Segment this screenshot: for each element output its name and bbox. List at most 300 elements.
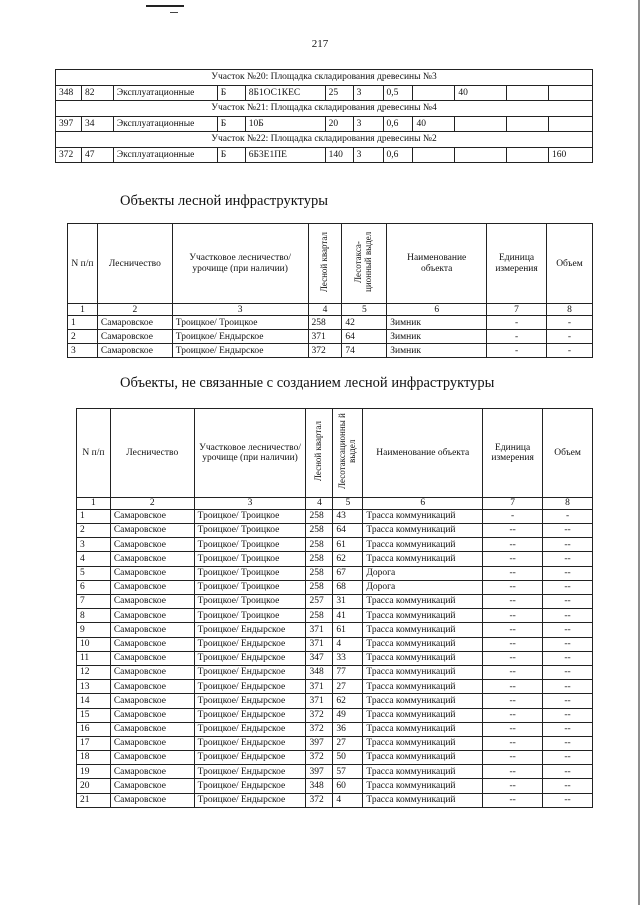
table-cell: 27 [333, 736, 363, 750]
column-index-row [77, 498, 593, 509]
table-cell: 8Б1ОС1КЕС [245, 86, 325, 101]
table-cell: Троицкое/ Ендырское [194, 722, 306, 736]
table-cell: Троицкое/ Троицкое [194, 552, 306, 566]
table-cell: 36 [333, 722, 363, 736]
table-cell: 348 [56, 86, 82, 101]
table-cell: -- [483, 694, 543, 708]
table-cell: 10 [77, 637, 111, 651]
table-cell: 42 [342, 316, 387, 330]
table-cell: Троицкое/ Троицкое [194, 580, 306, 594]
table-row [77, 779, 593, 793]
table-cell: -- [483, 580, 543, 594]
table-cell: -- [483, 552, 543, 566]
table-cell: Трасса коммуникаций [363, 708, 483, 722]
table-row [56, 117, 593, 132]
table-cell: 372 [306, 708, 333, 722]
table-cell: 25 [325, 86, 353, 101]
table-cell: -- [543, 765, 593, 779]
table-cell: -- [483, 651, 543, 665]
table-row [77, 637, 593, 651]
header-num: N п/п [68, 224, 98, 304]
table-row [68, 344, 593, 358]
table-cell: Троицкое/ Ендырское [194, 736, 306, 750]
table-cell: 4 [333, 793, 363, 807]
table-cell [549, 117, 593, 132]
table-cell: 41 [333, 609, 363, 623]
table-cell: 2 [68, 330, 98, 344]
header-allotment: Лесотаксационны й выдел [333, 409, 363, 498]
table-cell: Самаровское [110, 793, 194, 807]
table-cell: -- [543, 580, 593, 594]
table-cell [455, 148, 507, 163]
scan-mark-small [170, 12, 178, 13]
table-cell: -- [483, 595, 543, 609]
table-cell: -- [543, 722, 593, 736]
table-cell: -- [543, 665, 593, 679]
table-cell [507, 117, 549, 132]
table-cell: -- [483, 736, 543, 750]
table-cell: 62 [333, 552, 363, 566]
table-cell: -- [483, 765, 543, 779]
table-row [77, 680, 593, 694]
table-cell: Трасса коммуникаций [363, 736, 483, 750]
table-cell: Трасса коммуникаций [363, 609, 483, 623]
table-row [77, 552, 593, 566]
table-cell: 40 [455, 86, 507, 101]
table-row [77, 694, 593, 708]
header-quarter: Лесной квартал [308, 224, 342, 304]
table-cell: - [547, 330, 593, 344]
table-cell: 4 [333, 637, 363, 651]
table-cell: 68 [333, 580, 363, 594]
table-cell: 33 [333, 651, 363, 665]
table-cell: 371 [306, 623, 333, 637]
table-cell: Самаровское [110, 736, 194, 750]
table-cell: 372 [306, 793, 333, 807]
table-cell: Эксплуатационные [113, 117, 217, 132]
section-title: Участок №20: Площадка складирования древесины №3 [56, 70, 593, 86]
header-unit: Единица измерения [483, 409, 543, 498]
table-cell: 21 [77, 793, 111, 807]
table-cell: 57 [333, 765, 363, 779]
table-cell: 47 [81, 148, 113, 163]
table-cell: 372 [308, 344, 342, 358]
section-title: Участок №22: Площадка складирования древесины №2 [56, 132, 593, 148]
table-cell: -- [543, 779, 593, 793]
table-cell: 19 [77, 765, 111, 779]
table-cell: Самаровское [110, 524, 194, 538]
table-cell: 10Б [245, 117, 325, 132]
table-cell: Троицкое/ Ендырское [194, 793, 306, 807]
table-cell: 397 [306, 736, 333, 750]
table-cell: 3 [353, 148, 383, 163]
table-cell: -- [543, 651, 593, 665]
column-index: 7 [483, 498, 543, 509]
column-index: 7 [487, 304, 547, 316]
table-cell: Троицкое/ Ендырское [194, 651, 306, 665]
table-cell: Самаровское [110, 694, 194, 708]
header-district: Участковое лесничество/ урочище (при наличии) [194, 409, 306, 498]
table-cell: Трасса коммуникаций [363, 680, 483, 694]
table-cell: - [543, 509, 593, 523]
header-object-name: Наименование объекта [363, 409, 483, 498]
table-cell: 40 [413, 117, 455, 132]
table-cell: 16 [77, 722, 111, 736]
table-cell: -- [483, 665, 543, 679]
table-cell: Троицкое/ Ендырское [172, 330, 308, 344]
table-cell: 3 [77, 538, 111, 552]
table-row [77, 609, 593, 623]
table-cell: 258 [306, 609, 333, 623]
header-object-name: Наименование объекта [387, 224, 487, 304]
header-num: N п/п [77, 409, 111, 498]
table-cell: 258 [306, 538, 333, 552]
table-row [77, 751, 593, 765]
header-unit: Единица измерения [487, 224, 547, 304]
table-cell: Троицкое/ Ендырское [194, 694, 306, 708]
table-cell: 31 [333, 595, 363, 609]
table-cell: 397 [56, 117, 82, 132]
table-cell: Самаровское [110, 623, 194, 637]
table-cell: Троицкое/ Троицкое [194, 538, 306, 552]
table-cell: Эксплуатационные [113, 148, 217, 163]
header-quarter: Лесной квартал [306, 409, 333, 498]
table-cell: 61 [333, 538, 363, 552]
table-cell: 372 [56, 148, 82, 163]
column-index: 3 [194, 498, 306, 509]
table-cell: Самаровское [110, 609, 194, 623]
table-cell: -- [543, 751, 593, 765]
page-number: 217 [311, 38, 329, 50]
column-index: 1 [68, 304, 98, 316]
table-cell: 82 [81, 86, 113, 101]
table-cell: -- [543, 552, 593, 566]
column-index: 6 [363, 498, 483, 509]
table-cell: 0,6 [383, 148, 413, 163]
table-cell: 258 [306, 509, 333, 523]
table-cell: 1 [68, 316, 98, 330]
table-cell: Дорога [363, 566, 483, 580]
table-cell [413, 148, 455, 163]
table-cell: Самаровское [97, 344, 172, 358]
table-cell: 140 [325, 148, 353, 163]
table-cell: 74 [342, 344, 387, 358]
table-cell: Троицкое/ Ендырское [194, 779, 306, 793]
table-cell: Троицкое/ Ендырское [194, 665, 306, 679]
table-cell: Троицкое/ Ендырское [194, 765, 306, 779]
table-cell: 3 [353, 117, 383, 132]
table-cell: Б [217, 86, 245, 101]
table-cell: 17 [77, 736, 111, 750]
table-cell: Трасса коммуникаций [363, 793, 483, 807]
table-cell: 50 [333, 751, 363, 765]
table-cell: 258 [306, 552, 333, 566]
table-cell: -- [483, 751, 543, 765]
table-cell: 20 [77, 779, 111, 793]
table-cell: Троицкое/ Ендырское [194, 623, 306, 637]
table-row [77, 765, 593, 779]
section-title-row [56, 70, 593, 86]
table-cell: Зимник [387, 344, 487, 358]
table-cell: 371 [308, 330, 342, 344]
table-cell: 5 [77, 566, 111, 580]
table-cell: Трасса коммуникаций [363, 552, 483, 566]
column-index: 6 [387, 304, 487, 316]
table-row [77, 708, 593, 722]
table-cell: Самаровское [110, 708, 194, 722]
table-cell: 348 [306, 665, 333, 679]
table-row [77, 665, 593, 679]
table-cell [413, 86, 455, 101]
table-cell: Трасса коммуникаций [363, 595, 483, 609]
column-index: 8 [547, 304, 593, 316]
table-cell: 20 [325, 117, 353, 132]
table-cell [549, 86, 593, 101]
table-cell: -- [543, 609, 593, 623]
table-cell: Троицкое/ Ендырское [194, 708, 306, 722]
table-cell: 0,6 [383, 117, 413, 132]
table-cell: 1 [77, 509, 111, 523]
table-cell: 8 [77, 609, 111, 623]
header-forestry: Лесничество [97, 224, 172, 304]
table-cell: 18 [77, 751, 111, 765]
table-cell: 2 [77, 524, 111, 538]
table-row [77, 538, 593, 552]
table-cell: Самаровское [110, 651, 194, 665]
table-row [77, 580, 593, 594]
table-cell: Трасса коммуникаций [363, 694, 483, 708]
table-cell: 347 [306, 651, 333, 665]
table-cell: -- [483, 637, 543, 651]
table-cell: Эксплуатационные [113, 86, 217, 101]
table-cell: Самаровское [110, 580, 194, 594]
header-allotment: Лесотакса-ционный выдел [342, 224, 387, 304]
table-cell: 7 [77, 595, 111, 609]
column-index: 2 [110, 498, 194, 509]
table-cell: Трасса коммуникаций [363, 751, 483, 765]
section-heading-non-infrastructure: Объекты, не связанные с созданием лесной инфраструктуры [120, 375, 495, 391]
table-cell: 67 [333, 566, 363, 580]
header-district: Участковое лесничество/ урочище (при наличии) [172, 224, 308, 304]
table-cell: -- [543, 680, 593, 694]
table-cell: Трасса коммуникаций [363, 765, 483, 779]
column-index: 1 [77, 498, 111, 509]
table-row [68, 316, 593, 330]
table-cell: Трасса коммуникаций [363, 722, 483, 736]
table-cell: -- [543, 623, 593, 637]
table-cell: Дорога [363, 580, 483, 594]
table-cell: 64 [333, 524, 363, 538]
table-cell: - [487, 316, 547, 330]
table-cell: Троицкое/ Троицкое [194, 566, 306, 580]
table-cell: 14 [77, 694, 111, 708]
table-cell: -- [483, 793, 543, 807]
table-cell: - [483, 509, 543, 523]
table-cell: Самаровское [110, 779, 194, 793]
table-cell: Б [217, 117, 245, 132]
non-infrastructure-table [76, 408, 593, 808]
table-cell: 258 [306, 580, 333, 594]
table-cell: Зимник [387, 330, 487, 344]
table-row [77, 509, 593, 523]
table-cell: Самаровское [110, 566, 194, 580]
column-index: 5 [333, 498, 363, 509]
table-cell: -- [543, 793, 593, 807]
table-cell: Самаровское [110, 665, 194, 679]
table-cell: 257 [306, 595, 333, 609]
table-cell: 258 [308, 316, 342, 330]
table-row [77, 623, 593, 637]
table-cell: Троицкое/ Ендырское [194, 751, 306, 765]
table-row [68, 330, 593, 344]
table-cell: 11 [77, 651, 111, 665]
table-cell: -- [483, 609, 543, 623]
table-cell: - [487, 344, 547, 358]
table-cell: Троицкое/ Троицкое [194, 595, 306, 609]
table-cell: 371 [306, 694, 333, 708]
column-index: 8 [543, 498, 593, 509]
table-cell: Троицкое/ Троицкое [172, 316, 308, 330]
table-cell: 258 [306, 566, 333, 580]
table-cell: Самаровское [110, 595, 194, 609]
table-cell: 15 [77, 708, 111, 722]
table-cell: 6 [77, 580, 111, 594]
table-cell: -- [483, 779, 543, 793]
column-index: 3 [172, 304, 308, 316]
table-cell: 27 [333, 680, 363, 694]
table-cell: Трасса коммуникаций [363, 538, 483, 552]
table-cell: Самаровское [97, 316, 172, 330]
table-cell: 9 [77, 623, 111, 637]
table-cell: 372 [306, 751, 333, 765]
table-cell: - [547, 316, 593, 330]
table-cell: 61 [333, 623, 363, 637]
table-cell: 372 [306, 722, 333, 736]
table-cell: -- [543, 694, 593, 708]
infrastructure-table [67, 223, 593, 358]
table-row [77, 736, 593, 750]
table-cell: Троицкое/ Ендырское [194, 680, 306, 694]
table-cell: Самаровское [110, 538, 194, 552]
column-index: 4 [308, 304, 342, 316]
column-index: 4 [306, 498, 333, 509]
table-cell: Троицкое/ Троицкое [194, 509, 306, 523]
table-cell: Трасса коммуникаций [363, 665, 483, 679]
table-cell: Трасса коммуникаций [363, 509, 483, 523]
table-row [77, 793, 593, 807]
table-row [77, 524, 593, 538]
table-cell: -- [483, 722, 543, 736]
table-cell: -- [483, 623, 543, 637]
table-cell: Трасса коммуникаций [363, 779, 483, 793]
table-cell [507, 148, 549, 163]
table-cell: - [487, 330, 547, 344]
table-cell: 3 [68, 344, 98, 358]
table-cell: Троицкое/ Ендырское [194, 637, 306, 651]
section-title-row [56, 132, 593, 148]
table-cell: 6Б3Е1ПЕ [245, 148, 325, 163]
table-cell: 77 [333, 665, 363, 679]
table-cell [507, 86, 549, 101]
table-cell: 371 [306, 680, 333, 694]
table-cell: Самаровское [110, 722, 194, 736]
table-cell: -- [483, 566, 543, 580]
table-cell: Самаровское [97, 330, 172, 344]
table-cell: 49 [333, 708, 363, 722]
table-cell: Троицкое/ Троицкое [194, 609, 306, 623]
table-cell: Троицкое/ Троицкое [194, 524, 306, 538]
table-cell: 12 [77, 665, 111, 679]
table-cell: 160 [549, 148, 593, 163]
section-heading-infrastructure: Объекты лесной инфраструктуры [120, 193, 328, 209]
table-cell: Б [217, 148, 245, 163]
table-cell: -- [543, 538, 593, 552]
table-row [77, 595, 593, 609]
table-cell: -- [543, 736, 593, 750]
table-cell: 60 [333, 779, 363, 793]
table-cell: Самаровское [110, 509, 194, 523]
table-cell: 34 [81, 117, 113, 132]
table-row [56, 86, 593, 101]
table-cell: 397 [306, 765, 333, 779]
table-cell: -- [543, 637, 593, 651]
table-cell: -- [483, 538, 543, 552]
section-title-row [56, 101, 593, 117]
table-cell: Самаровское [110, 552, 194, 566]
table-cell: 4 [77, 552, 111, 566]
section-title: Участок №21: Площадка складирования древесины №4 [56, 101, 593, 117]
table-row [56, 148, 593, 163]
table-cell: -- [483, 708, 543, 722]
table-row [77, 566, 593, 580]
table-cell: Самаровское [110, 765, 194, 779]
table-cell: 0,5 [383, 86, 413, 101]
table-cell: Самаровское [110, 637, 194, 651]
table-cell: Трасса коммуникаций [363, 651, 483, 665]
column-index-row [68, 304, 593, 316]
table-cell: -- [483, 680, 543, 694]
table-cell: 3 [353, 86, 383, 101]
table-cell [455, 117, 507, 132]
table-cell: -- [483, 524, 543, 538]
table-cell: Троицкое/ Ендырское [172, 344, 308, 358]
table-cell: Трасса коммуникаций [363, 637, 483, 651]
table-cell: 371 [306, 637, 333, 651]
header-forestry: Лесничество [110, 409, 194, 498]
column-index: 5 [342, 304, 387, 316]
table-cell: 64 [342, 330, 387, 344]
table-cell: -- [543, 708, 593, 722]
plot-table [55, 69, 593, 163]
table-cell: -- [543, 566, 593, 580]
table-cell: Зимник [387, 316, 487, 330]
header-volume: Объем [547, 224, 593, 304]
table-cell: - [547, 344, 593, 358]
scan-mark [146, 5, 184, 7]
column-index: 2 [97, 304, 172, 316]
table-row [77, 722, 593, 736]
table-cell: Трасса коммуникаций [363, 623, 483, 637]
table-cell: 13 [77, 680, 111, 694]
table-cell: 43 [333, 509, 363, 523]
table-cell: 348 [306, 779, 333, 793]
table-cell: -- [543, 524, 593, 538]
table-cell: Самаровское [110, 751, 194, 765]
header-volume: Объем [543, 409, 593, 498]
table-cell: Самаровское [110, 680, 194, 694]
table-cell: 258 [306, 524, 333, 538]
table-row [77, 651, 593, 665]
